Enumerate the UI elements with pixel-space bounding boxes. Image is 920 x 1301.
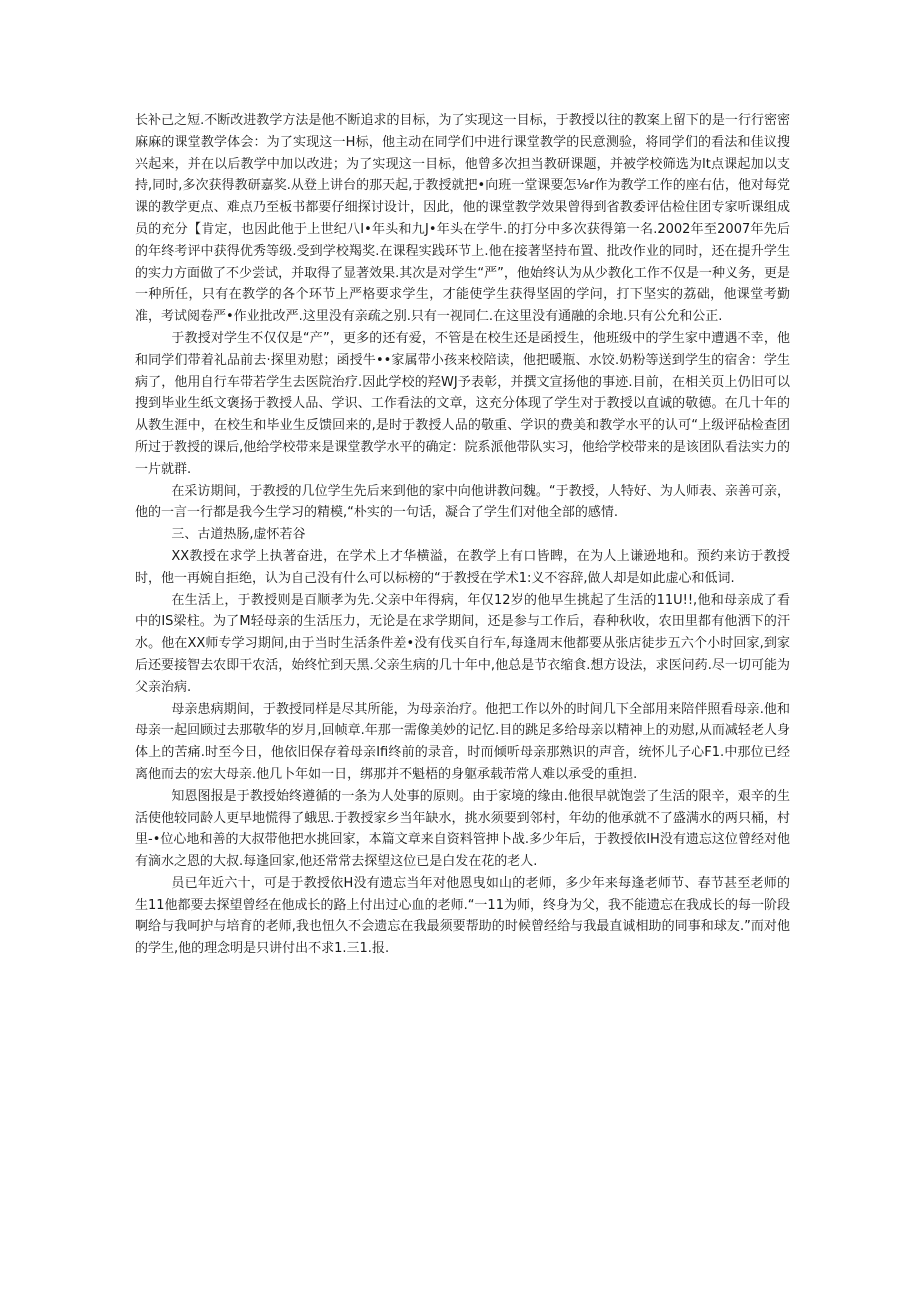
paragraph-3: 在采访期间，于教授的几位学生先后来到他的家中向他讲教问魏。“于教授，人特好、为人师表、亲善可亲，他的一言一行都是我今生学习的精模,“朴实的一句话，凝合了学生们对他全部的感情.: [135, 483, 790, 521]
paragraph-4: XX教授在求学上执著奋进，在学术上才华横溢，在教学上有口皆睥，在为人上谦逊地和。预约来访于教授时，他一再婉自拒绝，认为自己没有什么可以标榜的“于教授在学术1:义不容辞,做人却是如此虚心和低词.: [135, 548, 790, 586]
paragraph-7: 知恩图报是于教授始终遵循的一条为人处事的原则。由于家境的缘由.他很早就饱尝了生活的限辛，艰辛的生活使他较同龄人更早地慌得了蛾思.于教授家乡当年缺水，挑水须要到邻村，年幼的他承就不了盛满水的两只桶，村里-•位心地和善的大叔带他把水挑回家，本篇文章来自资料管抻卜战.多少年后，于教授依IH没有遗忘这位曾经对他有滴水之恩的大叔.每逢回家,他还常常去探望这位已是白发在花的老人.: [135, 788, 790, 870]
paragraph-6: 母亲患病期间，于教授同样是尽其所能，为母亲治疗。他把工作以外的时间几下全部用来陪伴照看母亲.他和母亲一起回顾过去那敬华的岁月,回帧章.年那一需像美妙的记忆.目的跳足多给母亲以精神上的劝慰,从而减轻老人身体上的苦痛.时至今日，他依旧保存着母亲Ifi终前的录音，时而倾听母亲那熟识的声音，统怀儿子心F1.中那位已经离他而去的宏大母亲.他几卜年如一日，绑那并不魁梧的身躯承载芾常人难以承受的重担.: [135, 701, 790, 782]
paragraph-5: 在生活上，于教授则是百顺孝为先.父亲中年得病，年仅12岁的他早生挑起了生活的11U!!,他和母亲成了看中的IS梁柱。为了M轻母亲的生活压力，无论是在求学期间，还是参与工作后，春种秋收，农田里都有他洒下的汗水。他在XX师专学习期间,由于当时生活条件差•没有伐买自行车,每逢周末他都要从张店徒步五六个小时回家,到家后还要接智去农即干农活，始终忙到天黑.父亲生病的几十年中,他总是节衣缩食.想方设法，求医问药.尽一切可能为父亲治病.: [135, 592, 790, 695]
paragraph-2: 于教授对学生不仅仅是“产”，更多的还有爱，不管是在校生还是函授生，他班级中的学生家中遭遇不幸，他和同学们带着礼品前去·探里劝慰；函授牛••家属带小孩来校陪读，他把暖瓶、水饺.奶粉等送到学生的宿舍：学生病了，他用自行车带若学生去医院治疗.因此学校的羟WJ予表彰，并撰文宣扬他的事迹.目前，在相关页上仍旧可以搜到毕业生纸文褒扬于教授人品、学识、工作看法的文章，这充分体现了学生对于教授以直诚的敬德。在几十年的从教生涯中，在校生和毕业生反馈回来的,是时于教授人品的敬重、学识的费美和教学水平的认可“上级评砧检查团所过于教授的课后,他给学校带来是课堂教学水平的确定：院系派他带队实习，他给学校带来的是该团队看法实力的一片就群.: [135, 330, 790, 477]
paragraph-1: 长补己之短.不断改进教学方法是他不断追求的目标，为了实现这一目标，于教授以往的教案上留下的是一行行密密麻麻的课堂教学体会：为了实现这一H标，他主动在同学们中进行课堂教学的民意测验，将同学们的看法和佳议搜兴起来，并在以后教学中加以改进；为了实现这一目标，他曾多次担当教研课题，并被学校筛选为lt点课起加以支持,同时,多次获得教研嘉奖.从登上讲台的那天起,于教授就把•向班一堂课要怎⅛r作为教学工作的座右估，他对每党课的教学更点、难点乃至板书都要仔细探讨设计，因此，他的课堂教学效果曾得到省教委评估检住团专家听课组成员的充分【肯定，也因此他于上世纪八I•年头和九J•年头在学牛.的打分中多次获得第一名.2002年至2007年先后的年终考评中获得优秀等级.受到学校羯奖.在课程实践环节上.他在接著坚持布置、批改作业的同时，还在提升学生的实力方面做了不少尝试，并取得了显著效果.其次是对学生“严”，他始终认为从少教化工作不仅是一种义务，更是一种所任，只有在教学的各个环节上严格要求学生，才能使学生获得坚固的学问，打下坚实的荔础，他课堂考勤准，考试阅卷严•作业批改严.这里没有亲疏之别.只有一视同仁.在这里没有通融的余地.只有公允和公正.: [135, 113, 790, 325]
document-body: [135, 110, 790, 960]
section-heading: 三、古道热肠,虚怀若谷: [171, 527, 306, 543]
paragraph-8: 员已年近六十，可是于教授依H没有遗忘当年对他恩曳如山的老师，多少年来每逢老师节、春节甚至老师的生11他都要去探望曾经在他成长的路上付出过心血的老师.“一11为师，终身为父，我不能遗忘在我成长的每一阶段啊给与我呵护与培育的老师,我也忸久不会遗忘在我最须要帮助的时候曾经给与我最直诚相助的同事和球友.”而对他的学生,他的理念明是只讲付出不求1.三1.报.: [135, 875, 790, 957]
